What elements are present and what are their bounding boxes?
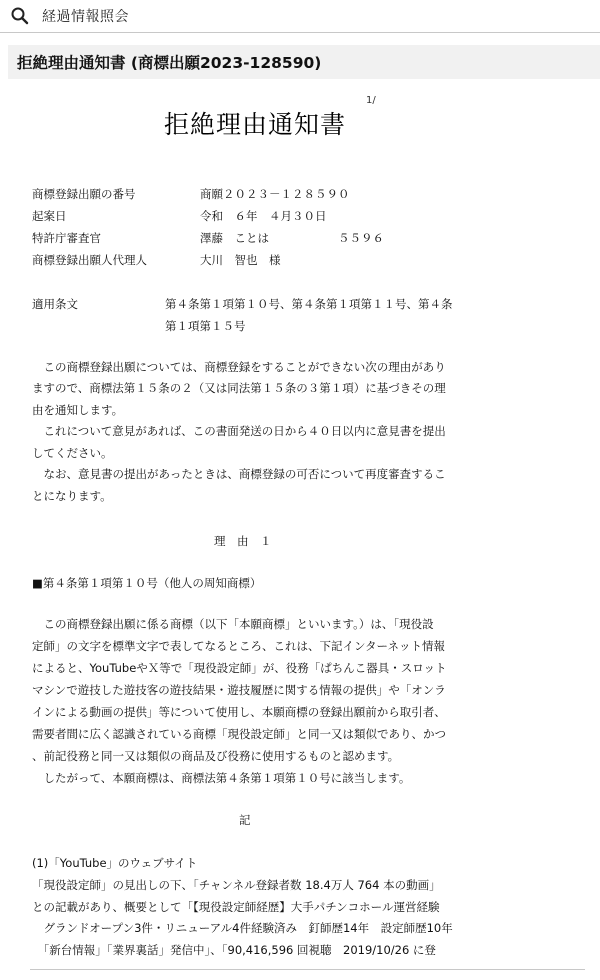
field-value: 商願２０２３－１２８５９０ <box>200 187 350 201</box>
document-header-title: 拒絶理由通知書 (商標出願2023-128590) <box>17 54 322 72</box>
intro-line: なお、意見書の提出があったときは、商標登録の可否について再度審査するこ <box>32 467 446 481</box>
field-value: 令和 ６年 ４月３０日 <box>200 209 327 223</box>
applicable-label: 適用条文 <box>32 297 78 311</box>
app-title: 経過情報照会 <box>42 9 129 25</box>
reason-line: マシンで遊技した遊技客の遊技結果・遊技履歴に関する情報の提供」や「オンラ <box>32 683 446 697</box>
intro-line: ますので、商標法第１５条の２（又は同法第１５条の３第１項）に基づきその理 <box>32 381 446 395</box>
reason-title: ■第４条第１項第１０号（他人の周知商標） <box>32 576 262 590</box>
search-icon[interactable] <box>10 5 32 27</box>
document-header <box>8 45 600 79</box>
divider <box>30 969 585 970</box>
evidence-line: グランドオープン3件・リニューアル4件経験済み 釘師歴14年 設定師歴10年 <box>32 921 453 935</box>
intro-line: これについて意見があれば、この書面発送の日から４０日以内に意見書を提出 <box>32 424 446 438</box>
reason-line: によると、YouTubeやＸ等で「現役設定師」が、役務「ぱちんこ器具・スロット <box>32 661 447 675</box>
intro-line: してください。 <box>32 446 113 460</box>
applicable-line: 第１項第１５号 <box>165 319 246 333</box>
reason-line: この商標登録出願に係る商標（以下「本願商標」といいます。）は、「現役設 <box>32 617 434 631</box>
ki-heading: 記 <box>239 813 251 827</box>
top-bar <box>0 0 600 33</box>
reason-heading: 理 由 １ <box>214 534 272 548</box>
evidence-line: (1)「YouTube」のウェブサイト <box>32 856 198 870</box>
intro-line: とになります。 <box>32 489 112 503</box>
evidence-line: との記載があり、概要として「【現役設定師経歴】大手パチンコホール運営経験 <box>32 900 440 914</box>
reason-line: 定師」の文字を標準文字で表してなるところ、これは、下記インターネット情報 <box>32 639 445 653</box>
field-label: 特許庁審査官 <box>32 231 101 245</box>
applicable-line: 第４条第１項第１０号、第４条第１項第１１号、第４条 <box>165 297 453 311</box>
evidence-line: 「新台情報」「業界裏話」発信中」、「90,416,596 回視聴 2019/10/26 に登 <box>32 943 436 957</box>
field-label: 起案日 <box>32 209 67 223</box>
reason-line: 需要者間に広く認識されている商標「現役設定師」と同一又は類似であり、かつ <box>32 727 446 741</box>
field-value: 澤藤 ことは ５５９６ <box>200 231 384 245</box>
field-value: 大川 智也 様 <box>200 253 281 267</box>
field-label: 商標登録出願の番号 <box>32 187 136 201</box>
evidence-line: 「現役設定師」の見出しの下、「チャンネル登録者数 18.4万人 764 本の動画」 <box>32 878 441 892</box>
document-title: 拒絶理由通知書 <box>164 110 347 139</box>
page-number: 1/ <box>366 95 376 106</box>
intro-line: 由を通知します。 <box>32 403 124 417</box>
field-label: 商標登録出願人代理人 <box>32 253 147 267</box>
reason-line: インによる動画の提供」等について使用し、本願商標の登録出願前から取引者、 <box>32 705 446 719</box>
reason-line: したがって、本願商標は、商標法第４条第１項第１０号に該当します。 <box>32 771 411 785</box>
reason-line: 、前記役務と同一又は類似の商品及び役務に使用するものと認めます。 <box>32 749 400 763</box>
intro-line: この商標登録出願については、商標登録をすることができない次の理由があり <box>32 360 446 374</box>
